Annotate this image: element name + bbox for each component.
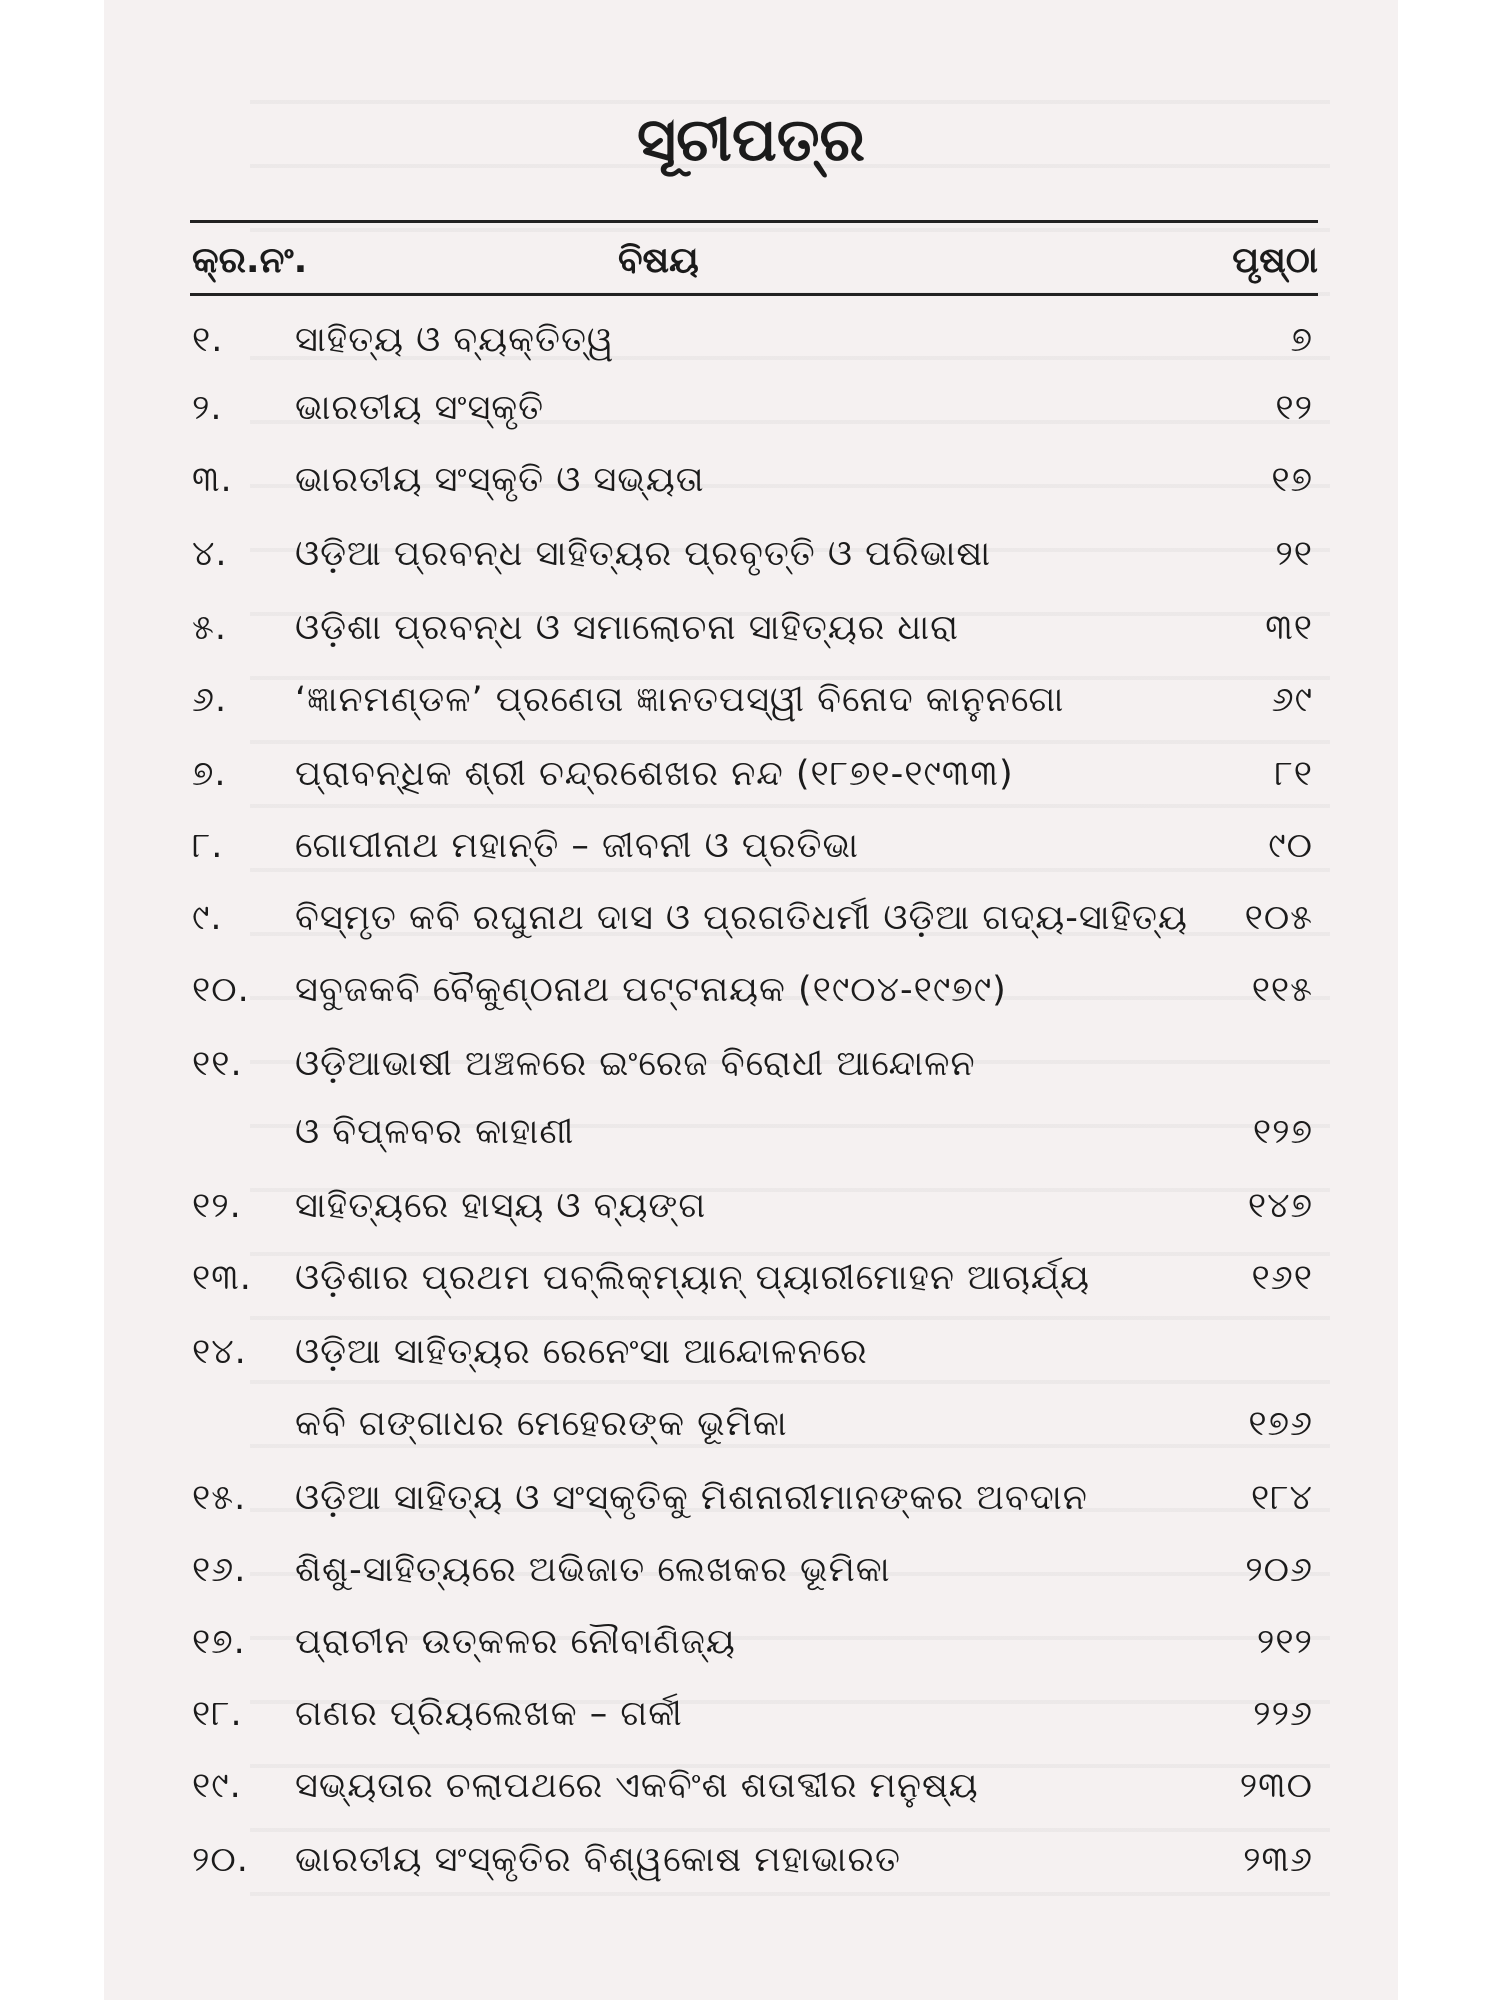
toc-entry-title: ଓ ବିପ୍ଳବର କାହାଣୀ [295, 1112, 575, 1152]
toc-entry-title: ଓଡ଼ିଶା ପ୍ରବନ୍ଧ ଓ ସମାଲୋଚନା ସାହିତ୍ୟର ଧାରା [295, 608, 959, 648]
toc-entry-page: ୩୧ [1265, 608, 1313, 648]
toc-entry-number: ୨. [192, 388, 223, 428]
toc-entry-number: ୮. [192, 826, 224, 866]
toc-entry-number: ୧୭. [192, 1622, 246, 1662]
toc-entry-page: ୧୧୫ [1251, 970, 1313, 1010]
toc-entry-title: ସଭ୍ୟତାର ଚଲାପଥରେ ଏକବିଂଶ ଶତାବ୍ଦୀର ମନୁଷ୍ୟ [295, 1766, 979, 1806]
toc-entry-page: ୨୨୬ [1253, 1694, 1313, 1734]
page-title: ସୂଚୀପତ୍ର [637, 105, 865, 175]
toc-entry-title: ଶିଶୁ-ସାହିତ୍ୟରେ ଅଭିଜାତ ଲେଖକର ଭୂମିକା [295, 1550, 891, 1590]
toc-entry-title: ଭାରତୀୟ ସଂସ୍କୃତିର ବିଶ୍ୱକୋଷ ମହାଭାରତ [295, 1840, 901, 1880]
header-page: ପୃଷ୍ଠା [1232, 240, 1318, 281]
header-number: କ୍ର.ନଂ. [192, 240, 308, 281]
toc-entry-page: ୮୧ [1274, 754, 1313, 794]
header-bottom-rule [190, 293, 1318, 296]
toc-entry-title: ଗଣର ପ୍ରିୟଲେଖକ – ଗର୍କୀ [295, 1694, 683, 1734]
toc-entry-number: ୩. [192, 460, 233, 500]
toc-entry-number: ୧୫. [192, 1478, 247, 1518]
header-top-rule [190, 220, 1318, 223]
toc-entry-number: ୧୬. [192, 1550, 247, 1590]
toc-entry-page: ୧୨୭ [1252, 1112, 1313, 1152]
header-subject: ବିଷୟ [618, 240, 699, 281]
toc-entry-page: ୧୪୭ [1247, 1186, 1313, 1226]
toc-entry-page: ୨୩୬ [1243, 1840, 1313, 1880]
toc-entry-title: ସାହିତ୍ୟରେ ହାସ୍ୟ ଓ ବ୍ୟଙ୍ଗ [295, 1186, 707, 1226]
toc-entry-title: ପ୍ରାବନ୍ଧିକ ଶ୍ରୀ ଚନ୍ଦ୍ରଶେଖର ନନ୍ଦ (୧୮୭୧-୧୯୩୩) [295, 754, 1014, 794]
toc-entry-number: ୧. [192, 320, 224, 360]
toc-entry-title: ଓଡ଼ିଆଭାଷୀ ଅଞ୍ଚଳରେ ଇଂରେଜ ବିରୋଧୀ ଆନ୍ଦୋଳନ [295, 1044, 976, 1084]
toc-entry-page: ୧୭୬ [1248, 1404, 1313, 1444]
toc-entry-title: ବିସ୍ମୃତ କବି ରଘୁନାଥ ଦାସ ଓ ପ୍ରଗତିଧର୍ମୀ ଓଡ଼ିଆ ଗଦ୍ୟ-ସାହିତ୍ୟ [295, 898, 1188, 938]
toc-entry-title: ସବୁଜକବି ବୈକୁଣ୍ଠନାଥ ପଟ୍ଟନାୟକ (୧୯୦୪-୧୯୭୯) [295, 970, 1007, 1010]
toc-entry-title: ଭାରତୀୟ ସଂସ୍କୃତି [295, 388, 545, 428]
toc-entry-number: ୧୦. [192, 970, 250, 1010]
toc-entry-page: ୭ [1290, 320, 1313, 360]
toc-entry-title: ସାହିତ୍ୟ ଓ ବ୍ୟକ୍ତିତ୍ୱ [295, 320, 615, 360]
toc-entry-title: ‘ଜ୍ଞାନମଣ୍ଡଳ’ ପ୍ରଣେତା ଜ୍ଞାନତପସ୍ୱୀ ବିନୋଦ କାନୁନଗୋ [295, 680, 1065, 720]
toc-entry-title: ଭାରତୀୟ ସଂସ୍କୃତି ଓ ସଭ୍ୟତା [295, 460, 705, 500]
toc-entry-number: ୭. [192, 754, 227, 794]
toc-entry-number: ୯. [192, 898, 223, 938]
toc-entry-page: ୧୨ [1275, 388, 1313, 428]
toc-entry-title: ଓଡ଼ିଆ ପ୍ରବନ୍ଧ ସାହିତ୍ୟର ପ୍ରବୃତ୍ତି ଓ ପରିଭାଷା [295, 534, 992, 574]
toc-entry-number: ୪. [192, 534, 228, 574]
toc-entry-number: ୧୯. [192, 1766, 242, 1806]
toc-entry-number: ୨୦. [192, 1840, 249, 1880]
toc-entry-page: ୨୩୦ [1239, 1766, 1313, 1806]
toc-entry-number: ୧୧. [192, 1044, 243, 1084]
toc-entry-page: ୧୭ [1271, 460, 1313, 500]
toc-entry-page: ୯୦ [1268, 826, 1313, 866]
toc-entry-title: ଓଡ଼ିଶାର ପ୍ରଥମ ପବ୍ଲିକ୍‌ମ୍ୟାନ୍ ପ୍ୟାରୀମୋହନ ଆଚାର୍ଯ୍ୟ [295, 1258, 1091, 1298]
toc-entry-number: ୧୮. [192, 1694, 243, 1734]
toc-entry-number: ୧୨. [192, 1186, 242, 1226]
toc-entry-title: ଓଡ଼ିଆ ସାହିତ୍ୟର ରେନେଂସା ଆନ୍ଦୋଳନରେ [295, 1332, 868, 1372]
toc-entry-page: ୨୧୨ [1256, 1622, 1313, 1662]
toc-entry-title: ଗୋପୀନାଥ ମହାନ୍ତି – ଜୀବନୀ ଓ ପ୍ରତିଭା [295, 826, 860, 866]
toc-entry-page: ୨୦୬ [1245, 1550, 1313, 1590]
toc-entry-title: ପ୍ରାଚୀନ ଉତ୍କଳର ନୌବାଣିଜ୍ୟ [295, 1622, 736, 1662]
toc-entry-number: ୫. [192, 608, 227, 648]
toc-entry-number: ୬. [192, 680, 228, 720]
toc-entry-page: ୧୦୫ [1244, 898, 1313, 938]
toc-entry-page: ୧୮୪ [1251, 1478, 1313, 1518]
toc-entry-title: କବି ଗଙ୍ଗାଧର ମେହେରଙ୍କ ଭୂମିକା [295, 1404, 788, 1444]
toc-entry-page: ୧୬୧ [1251, 1258, 1313, 1298]
toc-entry-number: ୧୩. [192, 1258, 252, 1298]
toc-entry-title: ଓଡ଼ିଆ ସାହିତ୍ୟ ଓ ସଂସ୍କୃତିକୁ ମିଶନାରୀମାନଙ୍କର ଅବଦାନ [295, 1478, 1088, 1518]
toc-entry-number: ୧୪. [192, 1332, 247, 1372]
toc-entry-page: ୬୯ [1271, 680, 1313, 720]
toc-entry-page: ୨୧ [1275, 534, 1313, 574]
